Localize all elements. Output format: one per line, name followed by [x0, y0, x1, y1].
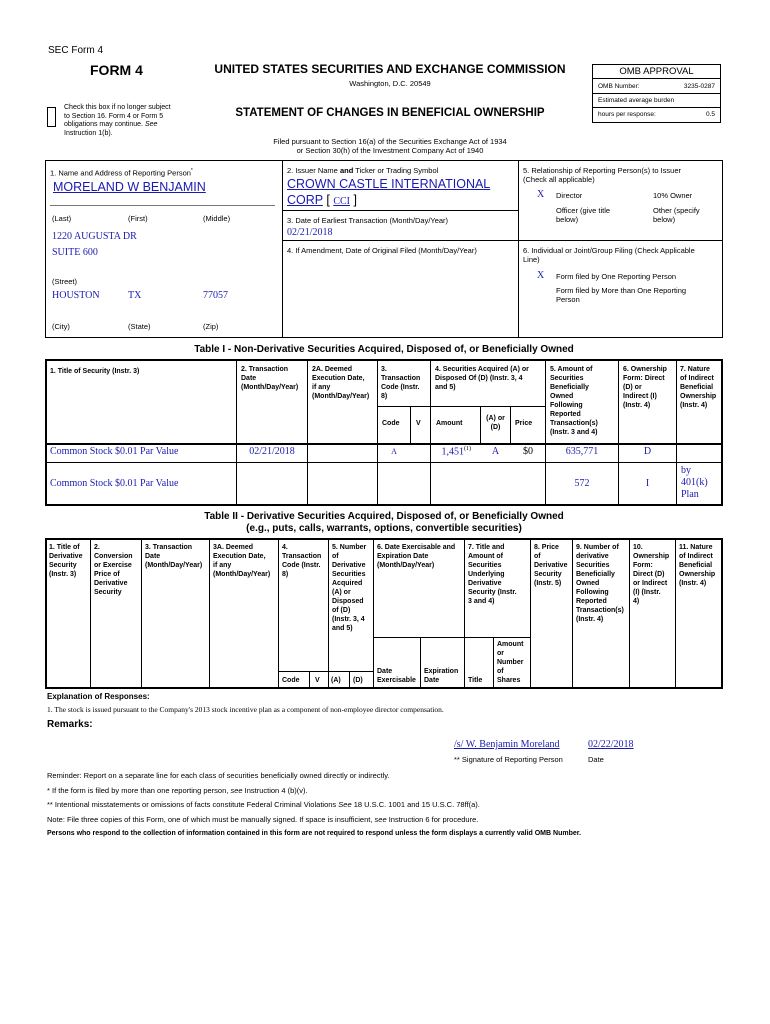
- t2-h-line: 7. Title and: [468, 544, 505, 551]
- issuer-name-line[interactable]: CROWN CASTLE INTERNATIONAL: [287, 177, 491, 191]
- footer-persons: Persons who respond to the collection of information contained in this form are not required to respond unless the form displays a currently valid OMB Number.: [47, 830, 582, 837]
- t2-h-line: 4.: [282, 544, 288, 551]
- statement-title: STATEMENT OF CHANGES IN BENEFICIAL OWNERSHIP: [235, 107, 545, 119]
- t2-h-line: Security: [534, 571, 562, 578]
- signature-date-label: Date: [588, 755, 604, 764]
- multi-person-line: Form filed by More than One Reporting: [556, 286, 687, 295]
- t1-h-line: Beneficially: [550, 384, 589, 391]
- t2-h-line: (Month/Day/Year): [145, 562, 203, 569]
- t2-h-line: Securities: [576, 562, 610, 569]
- t2-h-line: of: [332, 553, 339, 560]
- t2-h-line: (Month/Day/Year): [377, 562, 435, 569]
- footer-notes: [47, 769, 727, 842]
- t2-h-line: 1. Title of: [49, 544, 80, 551]
- t2-h-nature: [679, 543, 715, 588]
- footer-dstar: ** Intentional misstatements or omissions of facts constitute Federal Criminal Violations: [47, 800, 337, 809]
- t2-h-line: Amount of: [468, 553, 503, 560]
- t2-h-line: Date: [424, 677, 440, 684]
- t1-h-line: Reported: [550, 411, 581, 418]
- t1-row2-title: Common Stock $0.01 Par Value: [50, 478, 179, 489]
- omb-hours-label: hours per response:: [598, 111, 656, 118]
- filing-label: [523, 246, 695, 264]
- amendment-label: 4. If Amendment, Date of Original Filed (Month/Day/Year): [287, 246, 477, 255]
- signature-label: ** Signature of Reporting Person: [454, 755, 563, 764]
- t2-h-line: Code (Instr.: [282, 562, 321, 569]
- t1-h-line: Securities: [550, 375, 584, 382]
- t2-h-line: Derivative: [49, 553, 83, 560]
- t1-h-line: Execution Date,: [312, 375, 365, 382]
- t2-h-line: 11. Nature: [679, 544, 713, 551]
- footer-star: Instruction 4 (b)(v).: [242, 785, 308, 795]
- t1-row1-ad: A: [491, 446, 500, 457]
- t2-sub-amount: [497, 640, 523, 685]
- sec-form-label: SEC Form 4: [48, 45, 104, 56]
- checkbox-instruction: [64, 104, 194, 138]
- t1-h-line: Beneficial: [680, 384, 714, 391]
- t2-h-line: (Instr. 5): [534, 580, 562, 587]
- t1-h-line: (D): [490, 424, 501, 431]
- omb-title: OMB APPROVAL: [593, 65, 720, 79]
- t1-row2-nature-line: by: [681, 465, 691, 476]
- t2-sub-d: (D): [353, 677, 363, 684]
- t1-h-line: and 5): [435, 384, 456, 391]
- t1-h-acquired: [435, 365, 529, 392]
- last-label: (Last): [52, 214, 72, 223]
- t1-h-title: 1. Title of Security (Instr. 3): [50, 368, 140, 375]
- reporting-person-name[interactable]: MORELAND W BENJAMIN: [53, 180, 206, 194]
- t2-h-line: Derivative: [534, 562, 568, 569]
- t2-h-line: Shares: [497, 677, 521, 684]
- director-option: Director: [556, 191, 583, 200]
- t1-h-line: Indirect (I): [623, 393, 657, 400]
- form-title: FORM 4: [90, 62, 143, 78]
- address-line-1: 1220 AUGUSTA DR: [52, 231, 137, 242]
- t2-h-line: Acquired: [332, 580, 363, 587]
- explanation-title: Explanation of Responses:: [47, 692, 150, 701]
- t2-h-owned: [576, 543, 624, 624]
- t2-h-line: Underlying: [468, 571, 505, 578]
- commission-location: Washington, D.C. 20549: [349, 79, 431, 88]
- t2-h-line: Beneficial: [679, 562, 713, 569]
- t2-h-conversion: [94, 543, 133, 597]
- t2-h-line: Derivative: [94, 580, 128, 587]
- t1-h-nature: [680, 365, 716, 410]
- t1-sub-price: Price: [515, 420, 533, 427]
- t2-h-line: 3 and 4): [468, 598, 495, 605]
- address-line-2: SUITE 600: [52, 247, 98, 258]
- filed-line: or Section 30(h) of the Investment Company Act of 1940: [296, 146, 484, 155]
- t1-h-line: 8): [381, 393, 388, 400]
- multi-person-option: [556, 286, 686, 304]
- zip-label: (Zip): [203, 322, 219, 331]
- filing-line: 6. Individual or Joint/Group Filing (Check Applicable: [523, 246, 695, 255]
- one-person-option: Form filed by One Reporting Person: [556, 272, 677, 281]
- t1-h-owned: [550, 365, 598, 437]
- t1-h-deemed: [312, 365, 369, 401]
- t2-h-price: [534, 543, 567, 588]
- state-value: TX: [128, 290, 142, 301]
- t2-h-line: (Instr. 3, 4: [332, 616, 365, 623]
- t1-row1-form: D: [643, 446, 652, 457]
- t1-h-line: (A) or: [486, 415, 505, 422]
- t2-sub-title: Title: [468, 677, 483, 684]
- one-person-checkmark[interactable]: X: [537, 270, 545, 281]
- t2-h-line: Execution Date,: [213, 553, 266, 560]
- t2-h-line: of: [497, 668, 504, 675]
- street-label: (Street): [52, 277, 78, 286]
- t1-h-line: (D) or: [623, 384, 642, 391]
- t2-h-line: Expiration: [424, 668, 459, 675]
- t1-sub-code: Code: [382, 420, 400, 427]
- t2-h-number: [332, 543, 366, 633]
- omb-number-label: OMB Number:: [598, 83, 640, 90]
- director-checkmark[interactable]: X: [537, 189, 545, 200]
- t1-h-line: Transaction: [381, 375, 421, 382]
- t1-h-line: (Month/Day/Year): [312, 393, 370, 400]
- t1-h-line: 4. Securities Acquired (A) or: [435, 366, 529, 373]
- t1-h-line: (Instr. 4): [623, 402, 651, 409]
- relationship-line: 5. Relationship of Reporting Person(s) to Issuer: [523, 166, 681, 175]
- t2-h-line: 5. Number: [332, 544, 367, 551]
- footer-note: Instruction 6 for procedure.: [386, 814, 479, 824]
- t1-h-line: Transaction(s): [550, 420, 598, 427]
- omb-approval-box: [592, 64, 721, 123]
- table2-title: [45, 511, 723, 535]
- t1-h-line: of Indirect: [680, 375, 714, 382]
- t2-h-code: [282, 543, 321, 579]
- filed-line: Filed pursuant to Section 16(a) of the Securities Exchange Act of 1934: [273, 137, 507, 146]
- t2-h-line: Securities: [332, 571, 366, 578]
- signature-date: 02/22/2018: [588, 739, 634, 750]
- t2-sub-v: V: [315, 677, 320, 684]
- omb-burden-label: Estimated average burden: [598, 97, 675, 104]
- t2-h-line: Reported: [576, 598, 607, 605]
- filing-line: Line): [523, 255, 540, 264]
- explanation-note-1: 1. The stock is issued pursuant to the Company's 2013 stock incentive plan as a component of non-employee director compensation.: [47, 705, 444, 714]
- t2-h-line: Securities: [468, 562, 502, 569]
- t2-h-line: Disposed: [332, 598, 364, 605]
- t1-sub-amount: Amount: [436, 420, 463, 427]
- t1-h-code: [381, 365, 420, 401]
- reporting-person-label-text: 1. Name and Address of Reporting Person: [50, 168, 191, 178]
- t2-h-date: [145, 543, 202, 570]
- t1-row2-nature: [681, 465, 708, 501]
- t2-h-line: Security: [94, 589, 122, 596]
- t1-row1-title: Common Stock $0.01 Par Value: [50, 446, 179, 457]
- t2-sub-date-ex: [377, 667, 416, 685]
- t2-h-line: 4): [633, 598, 640, 605]
- t2-h-line: Ownership: [633, 553, 670, 560]
- t2-h-line: Transaction: [282, 553, 322, 560]
- issuer-name-line[interactable]: CORP: [287, 193, 323, 207]
- t2-h-line: or Indirect: [633, 580, 668, 587]
- checkbox-line: obligations may continue.: [64, 121, 143, 128]
- t1-h-line: Code (Instr.: [381, 384, 420, 391]
- checkbox-see: See: [144, 121, 158, 128]
- multi-person-line: Person: [556, 295, 580, 304]
- t2-h-line: Derivative: [468, 580, 502, 587]
- t1-row2-nature-line: Plan: [681, 489, 699, 500]
- t2-h-line: derivative: [576, 553, 609, 560]
- t2-h-line: 6. Date Exercisable and: [377, 544, 456, 551]
- footer-dstar: 18 U.S.C. 1001 and 15 U.S.C. 78ff(a).: [351, 800, 480, 809]
- t2-h-line: (Month/Day/Year): [213, 571, 271, 578]
- t1-h-line: 3.: [381, 366, 387, 373]
- t1-row1-owned: 635,771: [565, 446, 599, 457]
- reporting-person-label: [50, 167, 193, 178]
- t2-h-line: Ownership: [679, 571, 716, 578]
- issuer-name[interactable]: [287, 176, 490, 210]
- ticker-bracket: [: [322, 193, 334, 207]
- t1-h-line: 5. Amount of: [550, 366, 593, 373]
- t2-h-line: Amount: [497, 641, 524, 648]
- issuer-label-text: Ticker or Trading Symbol: [353, 166, 439, 175]
- signature-name: /s/ W. Benjamin Moreland: [454, 739, 560, 750]
- t1-h-line: Ownership: [680, 393, 717, 400]
- t2-h-line: Date: [145, 553, 161, 560]
- footer-star: * If the form is filed by more than one reporting person,: [47, 785, 229, 795]
- no-longer-subject-checkbox[interactable]: [47, 107, 56, 127]
- t1-h-line: 2. Transaction: [241, 366, 289, 373]
- t2-h-line: if any: [213, 562, 232, 569]
- t2-h-line: 9. Number of: [576, 544, 619, 551]
- city-value: HOUSTON: [52, 290, 100, 301]
- omb-hours-value: 0.5: [705, 111, 715, 118]
- t1-row1-amount-value: 1,451: [441, 446, 464, 458]
- t1-row1-price: $0: [523, 446, 533, 457]
- t2-h-underlying: [468, 543, 517, 606]
- t1-h-line: 6. Ownership: [623, 366, 667, 373]
- earliest-date-value: 02/21/2018: [287, 227, 333, 238]
- t2-sub-code: Code: [282, 677, 300, 684]
- t2-h-line: or Exercise: [94, 562, 132, 569]
- table1-title: Table I - Non-Derivative Securities Acquired, Disposed of, or Beneficially Owned: [194, 344, 574, 355]
- t2-h-line: Derivative: [332, 562, 366, 569]
- t2-h-form: [633, 543, 669, 606]
- issuer-label-text: 2. Issuer Name: [287, 166, 340, 175]
- t2-h-deemed: [213, 543, 270, 579]
- t2-h-line: Following: [576, 589, 609, 596]
- t1-sub-v: V: [416, 420, 421, 427]
- t1-h-form: [623, 365, 667, 410]
- t2-h-line: (Instr. 4): [679, 580, 707, 587]
- t2-h-line: Security: [49, 562, 77, 569]
- issuer-label-and: and: [339, 166, 354, 175]
- t1-row2-form: I: [645, 478, 650, 489]
- t2-h-title: [49, 543, 82, 579]
- officer-line: Officer (give title: [556, 206, 611, 215]
- t2-h-line: Conversion: [94, 553, 133, 560]
- t2-sub-a: (A): [331, 677, 341, 684]
- t2-h-line: Direct (D): [633, 571, 665, 578]
- t1-row1-date: 02/21/2018: [249, 446, 295, 457]
- checkbox-line: Check this box if no longer subject: [64, 104, 171, 111]
- middle-label: (Middle): [203, 214, 231, 223]
- first-label: (First): [128, 214, 148, 223]
- checkbox-line: to Section 16. Form 4 or Form 5: [64, 112, 164, 120]
- t1-h-line: (Instr. 4): [680, 402, 708, 409]
- issuer-label: [287, 166, 438, 175]
- other-line: below): [653, 215, 676, 224]
- t2-h-line: of (D): [332, 607, 351, 614]
- t2-h-line: Beneficially: [576, 571, 615, 578]
- t2-h-line: Expiration Date: [377, 553, 429, 560]
- table2-title-line: Table II - Derivative Securities Acquired, Disposed of, or Beneficially Owned: [204, 511, 564, 522]
- relationship-line: (Check all applicable): [523, 175, 595, 184]
- t2-h-line: 3. Transaction: [145, 544, 193, 551]
- t2-h-exercisable: [377, 543, 455, 570]
- ten-pct-owner-option: 10% Owner: [653, 191, 693, 200]
- t2-h-line: 3A. Deemed: [213, 544, 254, 551]
- t1-row2-owned: 572: [574, 478, 590, 489]
- t1-row2-nature-line: 401(k): [681, 477, 708, 488]
- footer-reminder: Reminder: Report on a separate line for each class of securities beneficially owned directly or indirectly.: [47, 771, 390, 780]
- t2-h-line: or: [497, 650, 504, 657]
- t1-h-line: Owned: [550, 393, 574, 400]
- ticker-bracket: ]: [349, 193, 357, 207]
- t2-h-line: Owned: [576, 580, 600, 587]
- t1-row1-footnote: (1): [464, 446, 471, 452]
- state-label: (State): [128, 322, 151, 331]
- omb-number-row: [593, 79, 720, 94]
- other-option: [653, 206, 700, 224]
- t1-row1-amount: [442, 446, 472, 457]
- t1-h-date: [241, 365, 298, 392]
- t1-h-line: Form: Direct: [623, 375, 665, 382]
- omb-burden-row: [593, 94, 720, 108]
- relationship-label: [523, 166, 681, 184]
- remarks-title: Remarks:: [47, 719, 93, 730]
- t2-h-line: Price of: [94, 571, 120, 578]
- t2-h-line: and 5): [332, 625, 353, 632]
- t2-h-line: Form:: [633, 562, 653, 569]
- t2-h-line: (I) (Instr.: [633, 589, 661, 596]
- table2-title-line: (e.g., puts, calls, warrants, options, convertible securities): [246, 523, 522, 534]
- checkbox-line: Instruction 1(b).: [64, 129, 113, 137]
- omb-number-value: 3235-0287: [683, 83, 715, 90]
- footer-see: see: [374, 814, 387, 824]
- t2-h-line: 2.: [94, 544, 100, 551]
- reporting-person-star: *: [190, 168, 193, 174]
- t2-h-line: Number: [497, 659, 524, 666]
- t1-row1-code: A: [391, 447, 397, 456]
- t1-h-line: if any: [312, 384, 331, 391]
- t2-h-line: 8): [282, 571, 289, 578]
- t2-h-line: 10.: [633, 544, 643, 551]
- t1-h-line: 2A. Deemed: [312, 366, 353, 373]
- officer-line: below): [556, 215, 579, 224]
- t2-h-line: of: [534, 553, 541, 560]
- issuer-ticker[interactable]: CCI: [333, 196, 350, 207]
- other-line: Other (specify: [653, 206, 700, 215]
- t2-sub-exp: [424, 667, 458, 685]
- t2-h-line: 8. Price: [534, 544, 559, 551]
- zip-value: 77057: [203, 290, 228, 301]
- t2-h-line: Exercisable: [377, 677, 416, 684]
- t1-h-line: Disposed Of (D) (Instr. 3, 4: [435, 375, 523, 382]
- footer-see: see: [230, 785, 243, 795]
- commission-title: UNITED STATES SECURITIES AND EXCHANGE COMMISSION: [214, 62, 566, 76]
- t2-h-line: Date: [377, 668, 393, 675]
- t1-h-line: Following: [550, 402, 583, 409]
- t2-h-line: (A) or: [332, 589, 351, 596]
- footer-note: Note: File three copies of this Form, one of which must be manually signed. If space is insufficient,: [47, 814, 373, 824]
- t2-h-line: Security (Instr.: [468, 589, 517, 596]
- omb-hours-row: [593, 108, 720, 122]
- t2-h-line: of Indirect: [679, 553, 713, 560]
- officer-option: [556, 206, 610, 224]
- t2-h-line: (Instr. 3): [49, 571, 77, 578]
- t1-h-line: (Month/Day/Year): [241, 384, 299, 391]
- t2-h-line: (Instr. 4): [576, 616, 604, 623]
- t1-h-line: 7. Nature: [680, 366, 710, 373]
- filed-pursuant: [185, 137, 595, 155]
- city-label: (City): [52, 322, 70, 331]
- earliest-date-label: 3. Date of Earliest Transaction (Month/Day/Year): [287, 216, 449, 225]
- t2-h-line: Transaction(s): [576, 607, 624, 614]
- t1-sub-ad: [481, 414, 510, 432]
- t1-h-line: (Instr. 3 and 4): [550, 429, 598, 436]
- footer-see: See: [338, 800, 352, 809]
- t1-h-line: Date: [241, 375, 257, 382]
